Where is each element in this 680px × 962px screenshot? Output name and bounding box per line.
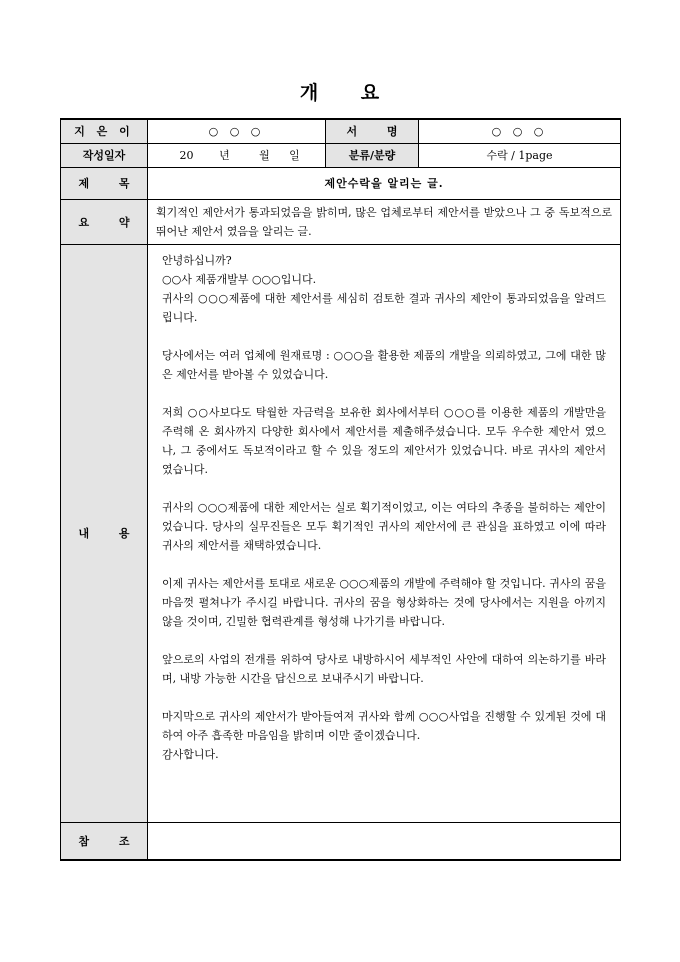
date-value	[148, 143, 326, 167]
content-paragraph-1	[162, 251, 606, 327]
date-day-unit: 일	[289, 149, 300, 162]
category-value: 수락 / 1page	[419, 143, 621, 167]
content-paragraph-3: 저희 ○○사보다도 탁월한 자금력을 보유한 회사에서부터 ○○○를 이용한 제품의 개발만을 주력해 온 회사까지 다양한 회사에서 제안서를 제출해주셨습니다. 모두 우수한 제안서 였으나, 그 중에서도 독보적이라고 할 수 있을 정도의 제안서가 있었습니다. 바로 귀사의 제안서 였습니다.	[162, 405, 606, 476]
thanks-line: 감사합니다.	[162, 747, 219, 761]
content-label: 내 용	[61, 244, 148, 822]
content-paragraph-2: 당사에서는 여러 업체에 원재료명 : ○○○을 활용한 제품의 개발을 의뢰하였고, 그에 대한 많은 제안서를 받아볼 수 있었습니다.	[162, 348, 606, 381]
summary-row	[61, 199, 621, 244]
reference-value	[148, 822, 621, 860]
date-label: 작성일자	[61, 143, 148, 167]
summary-label: 요 약	[61, 199, 148, 244]
content-paragraph-6: 앞으로의 사업의 전개를 위하여 당사로 내방하시어 세부적인 사안에 대하여 의논하기를 바라며, 내방 가능한 시간을 답신으로 보내주시기 바랍니다.	[162, 652, 606, 685]
date-year-unit: 년	[219, 149, 230, 162]
sender-line: ○○사 제품개발부 ○○○입니다.	[162, 272, 317, 286]
content-paragraph-4: 귀사의 ○○○제품에 대한 제안서는 실로 획기적이었고, 이는 여타의 추종을 불허하는 제안이었습니다. 당사의 실무진들은 모두 획기적인 귀사의 제안서에 큰 관심을 표하였고 이에 따라 귀사의 제안서를 채택하였습니다.	[162, 500, 606, 552]
content-paragraph-5: 이제 귀사는 제안서를 토대로 새로운 ○○○제품의 개발에 주력해야 할 것입니다. 귀사의 꿈을 마음껏 펼쳐나가 주시길 바랍니다. 귀사의 꿈을 형상화하는 것에 당사에서는 지원을 아끼지 않을 것이며, 긴밀한 협력관계를 형성해 나가기를 바랍니다.	[162, 576, 606, 628]
category-label: 분류/분량	[326, 143, 419, 167]
date-row	[61, 143, 621, 167]
signature-value: ○ ○ ○	[419, 119, 621, 143]
date-month-unit: 월	[259, 149, 270, 162]
closing-line: 마지막으로 귀사의 제안서가 받아들여져 귀사와 함께 ○○○사업을 진행할 수 있게된 것에 대하여 아주 흡족한 마음임을 밝히며 이만 줄이겠습니다.	[162, 709, 606, 742]
reference-label: 참 조	[61, 822, 148, 860]
subject-label: 제 목	[61, 167, 148, 199]
signature-label: 서 명	[326, 119, 419, 143]
summary-form-table	[60, 118, 621, 861]
subject-row	[61, 167, 621, 199]
subject-value: 제안수락을 알리는 글.	[148, 167, 621, 199]
reference-row	[61, 822, 621, 860]
content-paragraph-7	[162, 707, 606, 764]
document-title: 개 요	[299, 82, 381, 104]
content-row	[61, 244, 621, 822]
summary-value: 획기적인 제안서가 통과되었음을 밝히며, 많은 업체로부터 제안서를 받았으나 그 중 독보적으로 뛰어난 제안서 였음을 알리는 글.	[148, 199, 621, 244]
content-body	[148, 244, 621, 822]
author-value: ○ ○ ○	[148, 119, 326, 143]
author-row	[61, 119, 621, 143]
author-label: 지 은 이	[61, 119, 148, 143]
notice-line: 귀사의 ○○○제품에 대한 제안서를 세심히 검토한 결과 귀사의 제안이 통과되었음을 알려드립니다.	[162, 291, 606, 324]
greeting-line: 안녕하십니까?	[162, 253, 232, 267]
date-year: 20	[179, 149, 194, 162]
